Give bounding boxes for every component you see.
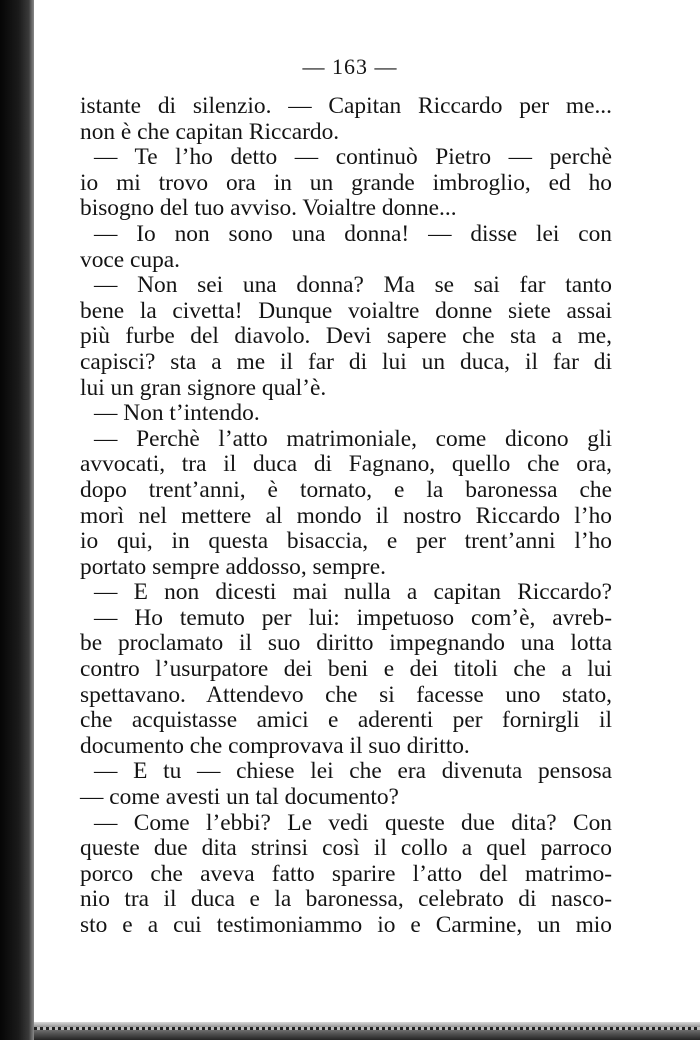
text-line: sto e a cui testimoniammo io e Carmine, un mio <box>80 912 612 938</box>
text-line: — E non dicesti mai nulla a capitan Riccardo? <box>94 579 612 606</box>
text-line: contro l’usurpatore dei beni e dei titoli che a lui <box>80 656 612 683</box>
text-line: lui un gran signore qual’è. <box>80 374 327 401</box>
text-line: portato sempre addosso, sempre. <box>80 553 386 580</box>
text-line: bisogno del tuo avviso. Voialtre donne... <box>80 195 457 222</box>
text-line: io mi trovo ora in un grande imbroglio, ed ho <box>80 169 612 196</box>
text-line: capisci? sta a me il far di lui un duca, il far di <box>80 348 612 375</box>
text-line: dopo trent’anni, è tornato, e la baronessa che <box>80 476 612 503</box>
text-line: spettavano. Attendevo che si facesse uno stato, <box>80 681 612 708</box>
text-line: — Come l’ebbi? Le vedi queste due dita? Con <box>94 809 612 836</box>
book-spine <box>0 0 34 1040</box>
text-line: più furbe del diavolo. Devi sapere che sta a me, <box>80 323 612 350</box>
text-line: — Non t’intendo. <box>94 400 260 427</box>
text-line: bene la civetta! Dunque voialtre donne siete assai <box>80 297 612 324</box>
page-number: — 163 — <box>302 54 398 79</box>
text-line: — come avesti un tal documento? <box>80 784 399 811</box>
text-line: — Perchè l’atto matrimoniale, come dicono gli <box>94 425 612 452</box>
text-line: nio tra il duca e la baronessa, celebrato di nasco- <box>80 886 612 913</box>
text-line: voce cupa. <box>80 246 181 273</box>
text-line: be proclamato il suo diritto impegnando una lotta <box>80 630 612 657</box>
text-line: io qui, in questa bisaccia, e per trent’anni l’ho <box>80 528 612 555</box>
text-line: porco che aveva fatto sparire l’atto del matrimo- <box>80 860 612 887</box>
text-line: — Non sei una donna? Ma se sai far tanto <box>94 272 612 299</box>
body-text <box>80 94 612 939</box>
text-line: morì nel mettere al mondo il nostro Riccardo l’ho <box>80 502 612 529</box>
text-line: — Te l’ho detto — continuò Pietro — perchè <box>94 144 612 171</box>
text-line: avvocati, tra il duca di Fagnano, quello che ora, <box>80 451 612 478</box>
text-line: non è che capitan Riccardo. <box>80 118 340 145</box>
text-line: istante di silenzio. — Capitan Riccardo per me... <box>80 93 612 119</box>
text-line: queste due dita strinsi così il collo a quel parroco <box>80 835 612 862</box>
text-line: che acquistasse amici e aderenti per fornirgli il <box>80 707 612 734</box>
text-line: documento che comprovava il suo diritto. <box>80 732 470 759</box>
text-line: — Io non sono una donna! — disse lei con <box>94 220 612 247</box>
text-line: — Ho temuto per lui: impetuoso com’è, avreb- <box>94 604 612 631</box>
text-line: — E tu — chiese lei che era divenuta pensosa <box>94 758 612 785</box>
page-bottom-edge <box>34 1022 700 1040</box>
